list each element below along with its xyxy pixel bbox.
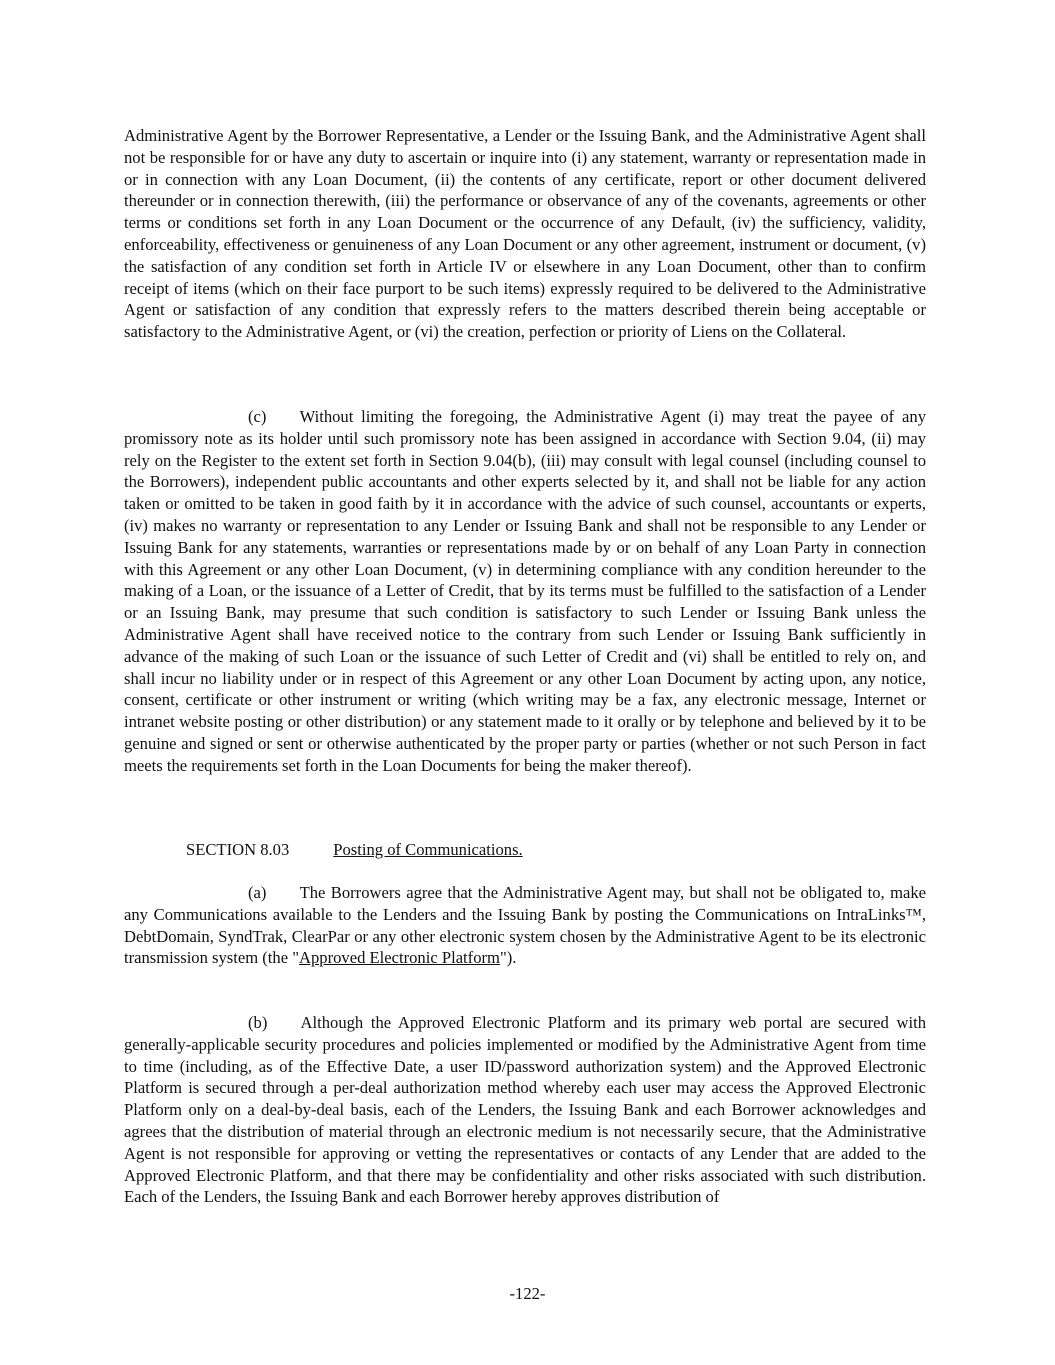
paragraph-c-reliance: (c) Without limiting the foregoing, the Administrative Agent (i) may treat the payee of any promissory note as its holder until such promissory note has been assigned in accordance with Section 9.04, (ii) may rely on the Register to the extent set forth in Section 9.04(b), (iii) may consult with legal counsel (including counsel to the Borrowers), independent public accountants and other experts selected by it, and shall not be liable for any action taken or omitted to be taken in good faith by it in accordance with the advice of such counsel, accountants or experts, (iv) makes no warranty or representation to any Lender or Issuing Bank and shall not be responsible to any Lender or Issuing Bank for any statements, warranties or representations made by or on behalf of any Loan Party in connection with this Agreement or any other Loan Document, (v) in determining compliance with any condition hereunder to the making of a Loan, or the issuance of a Letter of Credit, that by its terms must be fulfilled to the satisfaction of a Lender or an Issuing Bank, may presume that such condition is satisfactory to such Lender or Issuing Bank unless the Administrative Agent shall have received notice to the contrary from such Lender or Issuing Bank sufficiently in advance of the making of such Loan or the issuance of such Letter of Credit and (vi) shall be entitled to rely on, and shall incur no liability under or in respect of this Agreement or any other Loan Document by acting upon, any notice, consent, certificate or other instrument or writing (which writing may be a fax, any electronic message, Internet or intranet website posting or other distribution) or any statement made to it orally or by telephone and believed by it to be genuine and signed or sent or otherwise authenticated by the proper party or parties (whether or not such Person in fact meets the requirements set forth in the Loan Documents for being the maker thereof). — [124, 407, 926, 775]
paragraph-a-text: (a) The Borrowers agree that the Administrative Agent may, but shall not be obligated to, make any Communications available to the Lenders and the Issuing Bank by posting the Communications on IntraLinks™, DebtDomain, SyndTrak, ClearPar or any other electronic system chosen by the Administrative Agent to be its electronic transmission system (the " — [124, 883, 926, 968]
paragraph-a-closing: "). — [499, 948, 517, 968]
page-number: -122- — [509, 1284, 546, 1303]
paragraph-agent-duties: Administrative Agent by the Borrower Representative, a Lender or the Issuing Bank, and the Administrative Agent shall not be responsible for or have any duty to ascertain or inquire into (i) any statement, warranty or representation made in or in connection with any Loan Document, (ii) the contents of any certificate, report or other document delivered thereunder or in connection therewith, (iii) the performance or observance of any of the covenants, agreements or other terms or conditions set forth in any Loan Document or the occurrence of any Default, (iv) the sufficiency, validity, enforceability, effectiveness or genuineness of any Loan Document or any other agreement, instrument or document, (v) the satisfaction of any condition set forth in Article IV or elsewhere in any Loan Document, other than to confirm receipt of items (which on their face purport to be such items) expressly required to be delivered to the Administrative Agent or satisfaction of any condition that expressly refers to the matters described therein being acceptable or satisfactory to the Administrative Agent, or (vi) the creation, perfection or priority of Liens on the Collateral. — [124, 126, 926, 342]
section-title: Posting of Communications. — [333, 840, 523, 859]
defined-term-approved-electronic-platform: Approved Electronic Platform — [299, 948, 500, 968]
paragraph-b-platform-security: (b) Although the Approved Electronic Platform and its primary web portal are secured with generally-applicable security procedures and policies implemented or modified by the Administrative Agent from time to time (including, as of the Effective Date, a user ID/password authorization system) and the Approved Electronic Platform is secured through a per-deal authorization method whereby each user may access the Approved Electronic Platform only on a deal-by-deal basis, each of the Lenders, the Issuing Bank and each Borrower acknowledges and agrees that the distribution of material through an electronic medium is not necessarily secure, that the Administrative Agent is not responsible for approving or vetting the representatives or contacts of any Lender that are added to the Approved Electronic Platform, and that there may be confidentiality and other risks associated with such distribution. Each of the Lenders, the Issuing Bank and each Borrower hereby approves distribution of — [124, 1013, 926, 1207]
section-number: SECTION 8.03 — [186, 840, 290, 859]
section-heading — [186, 839, 523, 861]
paragraph-a-posting — [124, 882, 926, 969]
